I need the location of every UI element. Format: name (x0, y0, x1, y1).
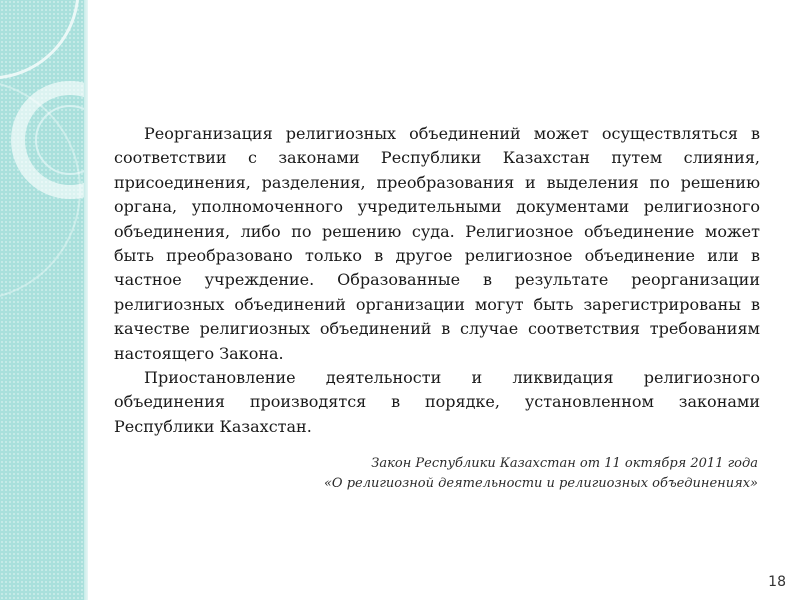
sidebar-edge (84, 0, 88, 600)
slide-body (114, 122, 760, 439)
citation-line-2: «О религиозной деятельности и религиозных объединениях» (323, 476, 758, 491)
page-number: 18 (768, 574, 786, 590)
decorative-ring-medium (18, 88, 88, 192)
paragraph-suspension: Приостановление деятельности и ликвидация религиозного объединения производятся в порядке, установленном законами Республики Казахстан. (114, 368, 760, 436)
citation-line-1: Закон Республики Казахстан от 11 октября 2011 года (371, 456, 758, 471)
decorative-ring-large (0, 0, 78, 78)
decorative-sidebar (0, 0, 88, 600)
law-citation (258, 454, 758, 494)
decorative-rings (0, 0, 88, 600)
paragraph-reorganization: Реорганизация религиозных объединений может осуществляться в соответствии с законами Республики Казахстан путем слияния, присоединения, разделения, преобразования и выделения по решению органа, уполномоченного учредительными документами религиозного объединения, либо по решению суда. Религиозное объединение может быть преобразовано только в другое религиозное объединение или в частное учреждение. Образованные в результате реорганизации религиозных объединений организации могут быть зарегистрированы в качестве религиозных объединений в случае соответствия требованиям настоящего Закона. (114, 124, 760, 363)
decorative-ring-small (36, 106, 88, 174)
